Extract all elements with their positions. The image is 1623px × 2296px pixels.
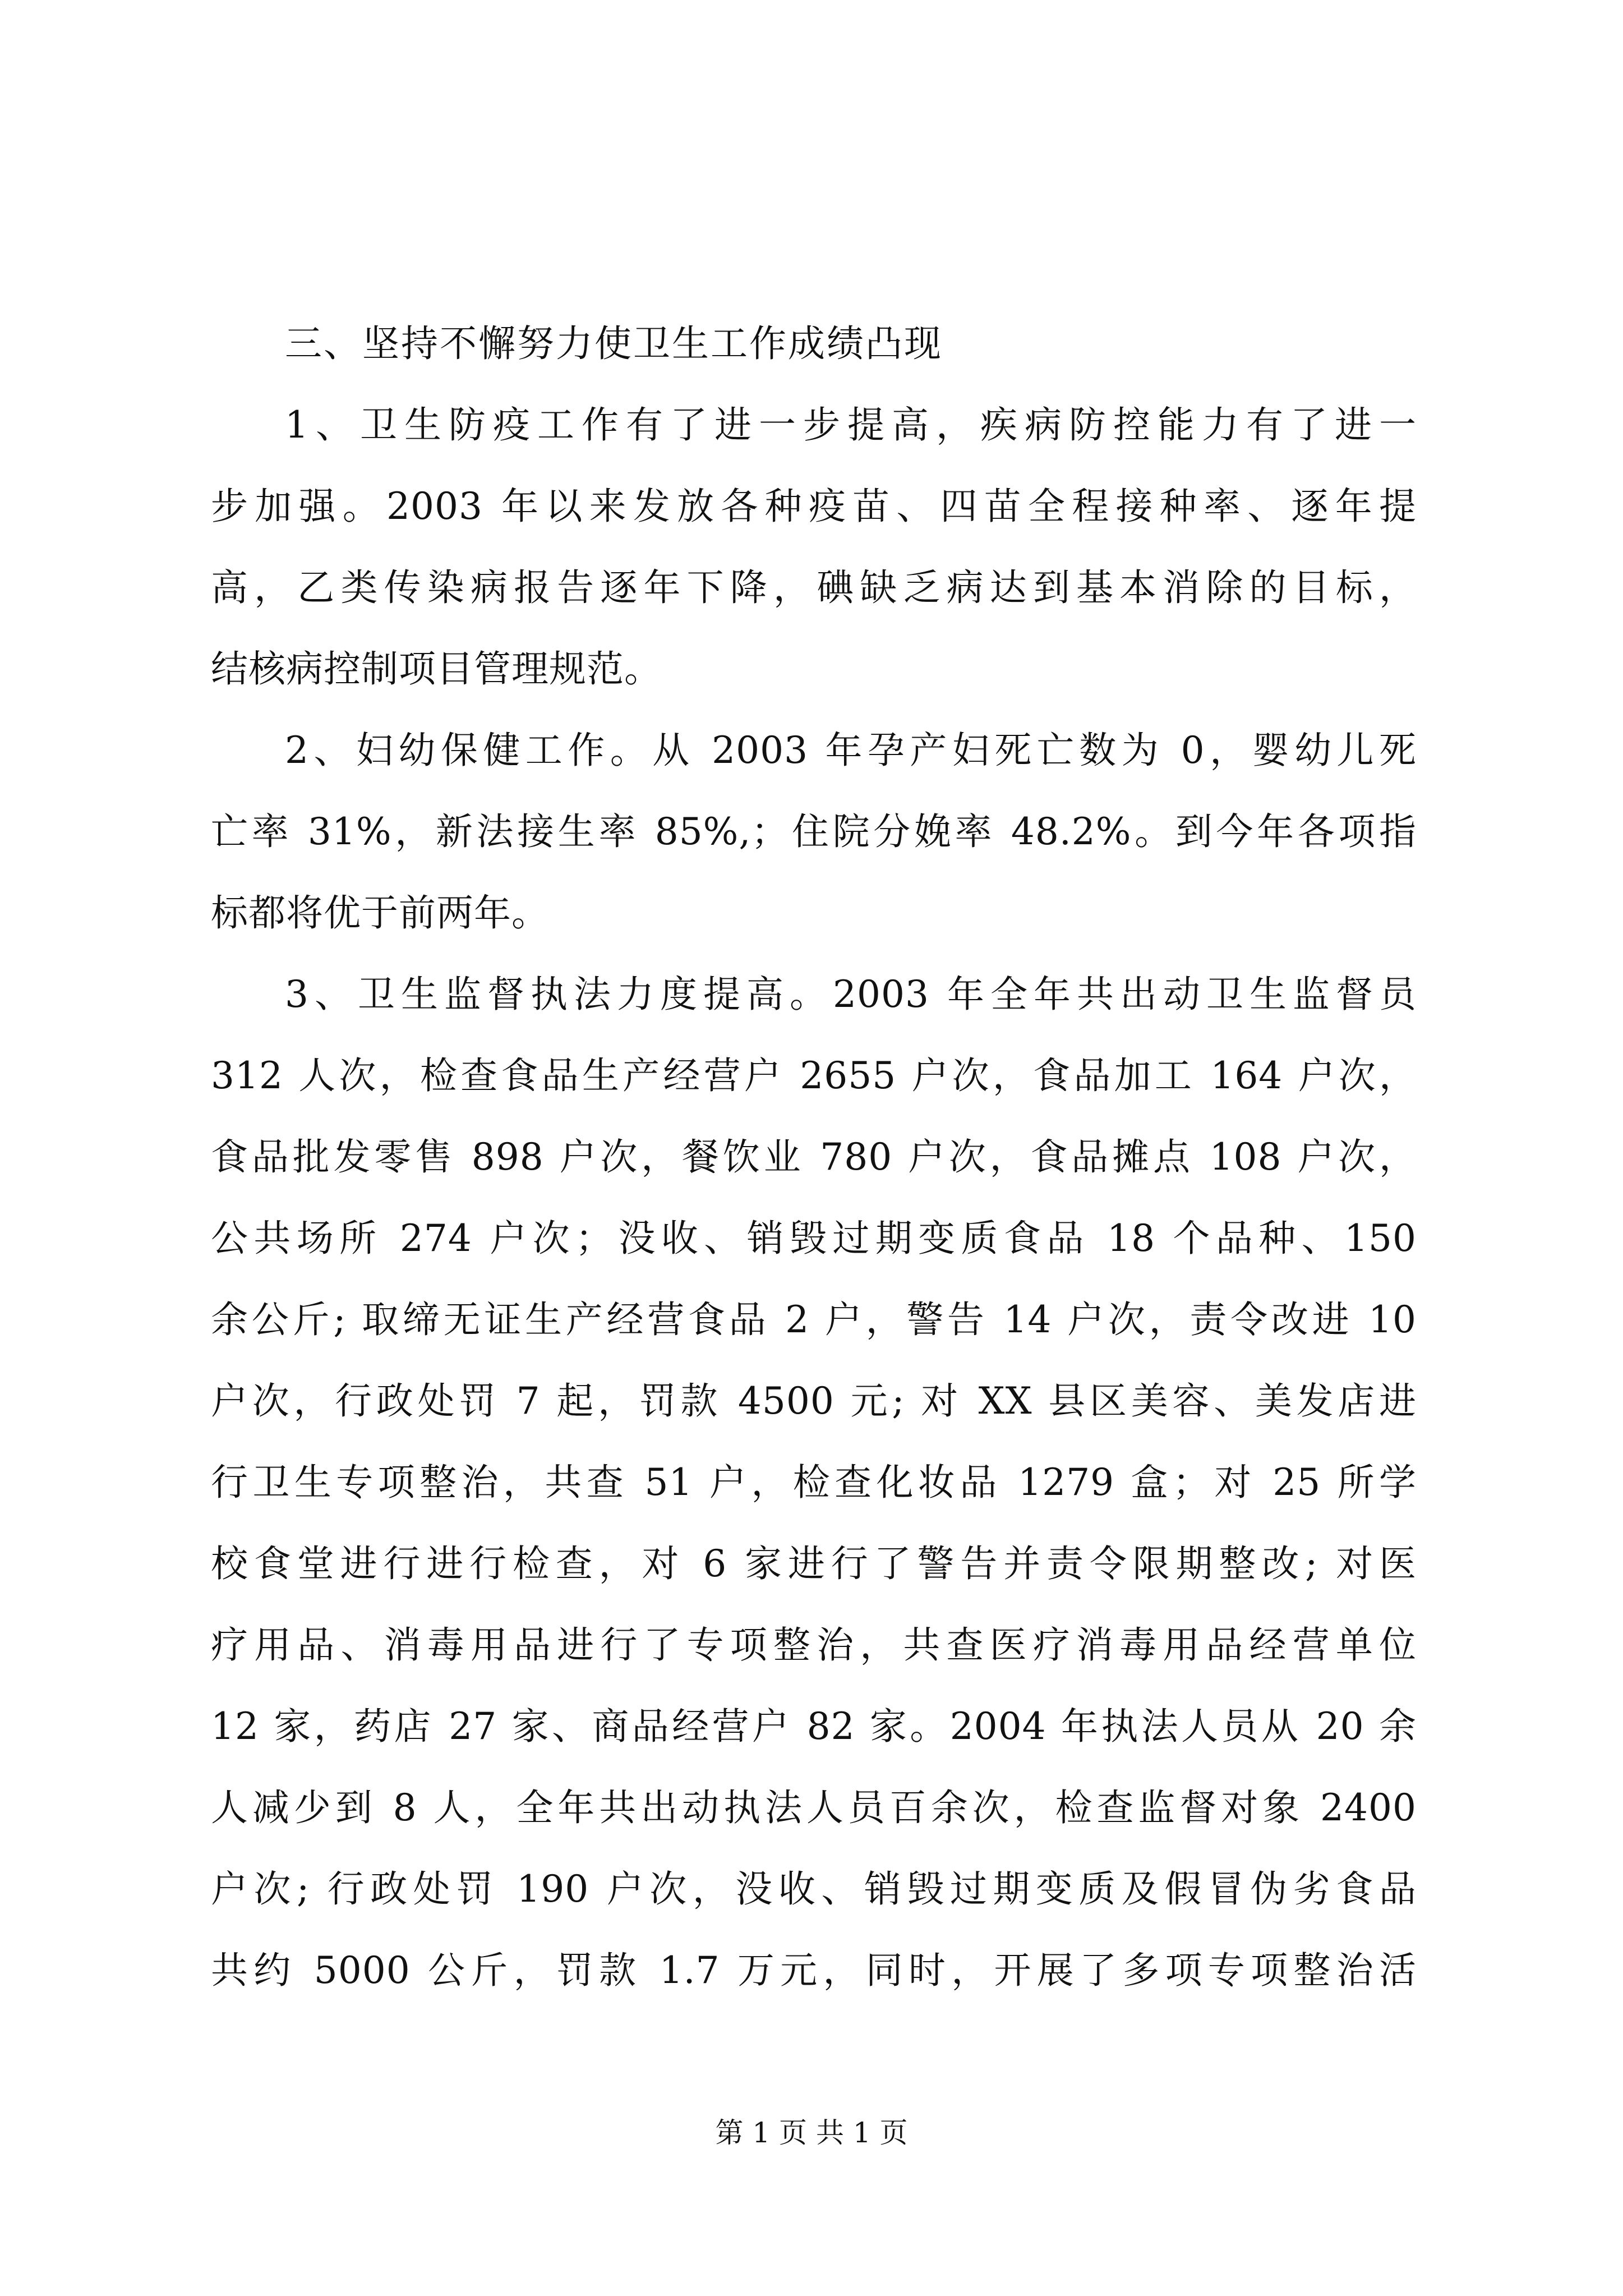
paragraph-line: 12 家，药店 27 家、商品经营户 82 家。2004 年执法人员从 20 余 bbox=[211, 1705, 1417, 1748]
paragraph-line: 2、妇幼保健工作。从 2003 年孕产妇死亡数为 0，婴幼儿死 bbox=[285, 729, 1417, 772]
paragraph-epidemic-prevention bbox=[211, 384, 1417, 710]
paragraph-line: 公共场所 274 户次；没收、销毁过期变质食品 18 个品种、150 bbox=[211, 1217, 1417, 1260]
paragraph-line: 户次，行政处罚 7 起，罚款 4500 元; 对 XX 县区美容、美发店进 bbox=[211, 1379, 1417, 1423]
paragraph-line: 食品批发零售 898 户次，餐饮业 780 户次，食品摊点 108 户次， bbox=[211, 1135, 1417, 1179]
paragraph-line: 高，乙类传染病报告逐年下降，碘缺乏病达到基本消除的目标， bbox=[211, 566, 1417, 609]
paragraph-line: 3、卫生监督执法力度提高。2003 年全年共出动卫生监督员 bbox=[285, 973, 1417, 1016]
document-body bbox=[211, 303, 1417, 2011]
paragraph-line: 行卫生专项整治，共查 51 户，检查化妆品 1279 盒；对 25 所学 bbox=[211, 1461, 1417, 1504]
paragraph-line: 结核病控制项目管理规范。 bbox=[211, 647, 662, 691]
paragraph-line: 户次; 行政处罚 190 户次，没收、销毁过期变质及假冒伪劣食品 bbox=[211, 1867, 1417, 1911]
paragraph-line: 312 人次，检查食品生产经营户 2655 户次，食品加工 164 户次， bbox=[211, 1054, 1417, 1097]
paragraph-line: 步加强。2003 年以来发放各种疫苗、四苗全程接种率、逐年提 bbox=[211, 485, 1417, 528]
page-footer: 第 1 页 共 1 页 bbox=[715, 2116, 908, 2149]
paragraph-line: 共约 5000 公斤，罚款 1.7 万元，同时，开展了多项专项整治活 bbox=[211, 1949, 1417, 1992]
paragraph-line: 人减少到 8 人，全年共出动执法人员百余次，检查监督对象 2400 bbox=[211, 1786, 1417, 1829]
paragraph-line: 亡率 31%，新法接生率 85%,；住院分娩率 48.2%。到今年各项指 bbox=[211, 810, 1417, 853]
paragraph-line: 标都将优于前两年。 bbox=[211, 891, 549, 935]
paragraph-line: 余公斤; 取缔无证生产经营食品 2 户，警告 14 户次，责令改进 10 bbox=[211, 1298, 1417, 1341]
paragraph-line: 校食堂进行进行检查，对 6 家进行了警告并责令限期整改; 对医 bbox=[211, 1542, 1417, 1585]
paragraph-maternal-child-health bbox=[211, 710, 1417, 954]
paragraph-line: 疗用品、消毒用品进行了专项整治，共查医疗消毒用品经营单位 bbox=[211, 1623, 1417, 1667]
section-heading: 三、坚持不懈努力使卫生工作成绩凸现 bbox=[285, 322, 943, 365]
paragraph-health-supervision bbox=[211, 954, 1417, 2011]
paragraph-line: 1、卫生防疫工作有了进一步提高，疾病防控能力有了进一 bbox=[285, 403, 1417, 447]
